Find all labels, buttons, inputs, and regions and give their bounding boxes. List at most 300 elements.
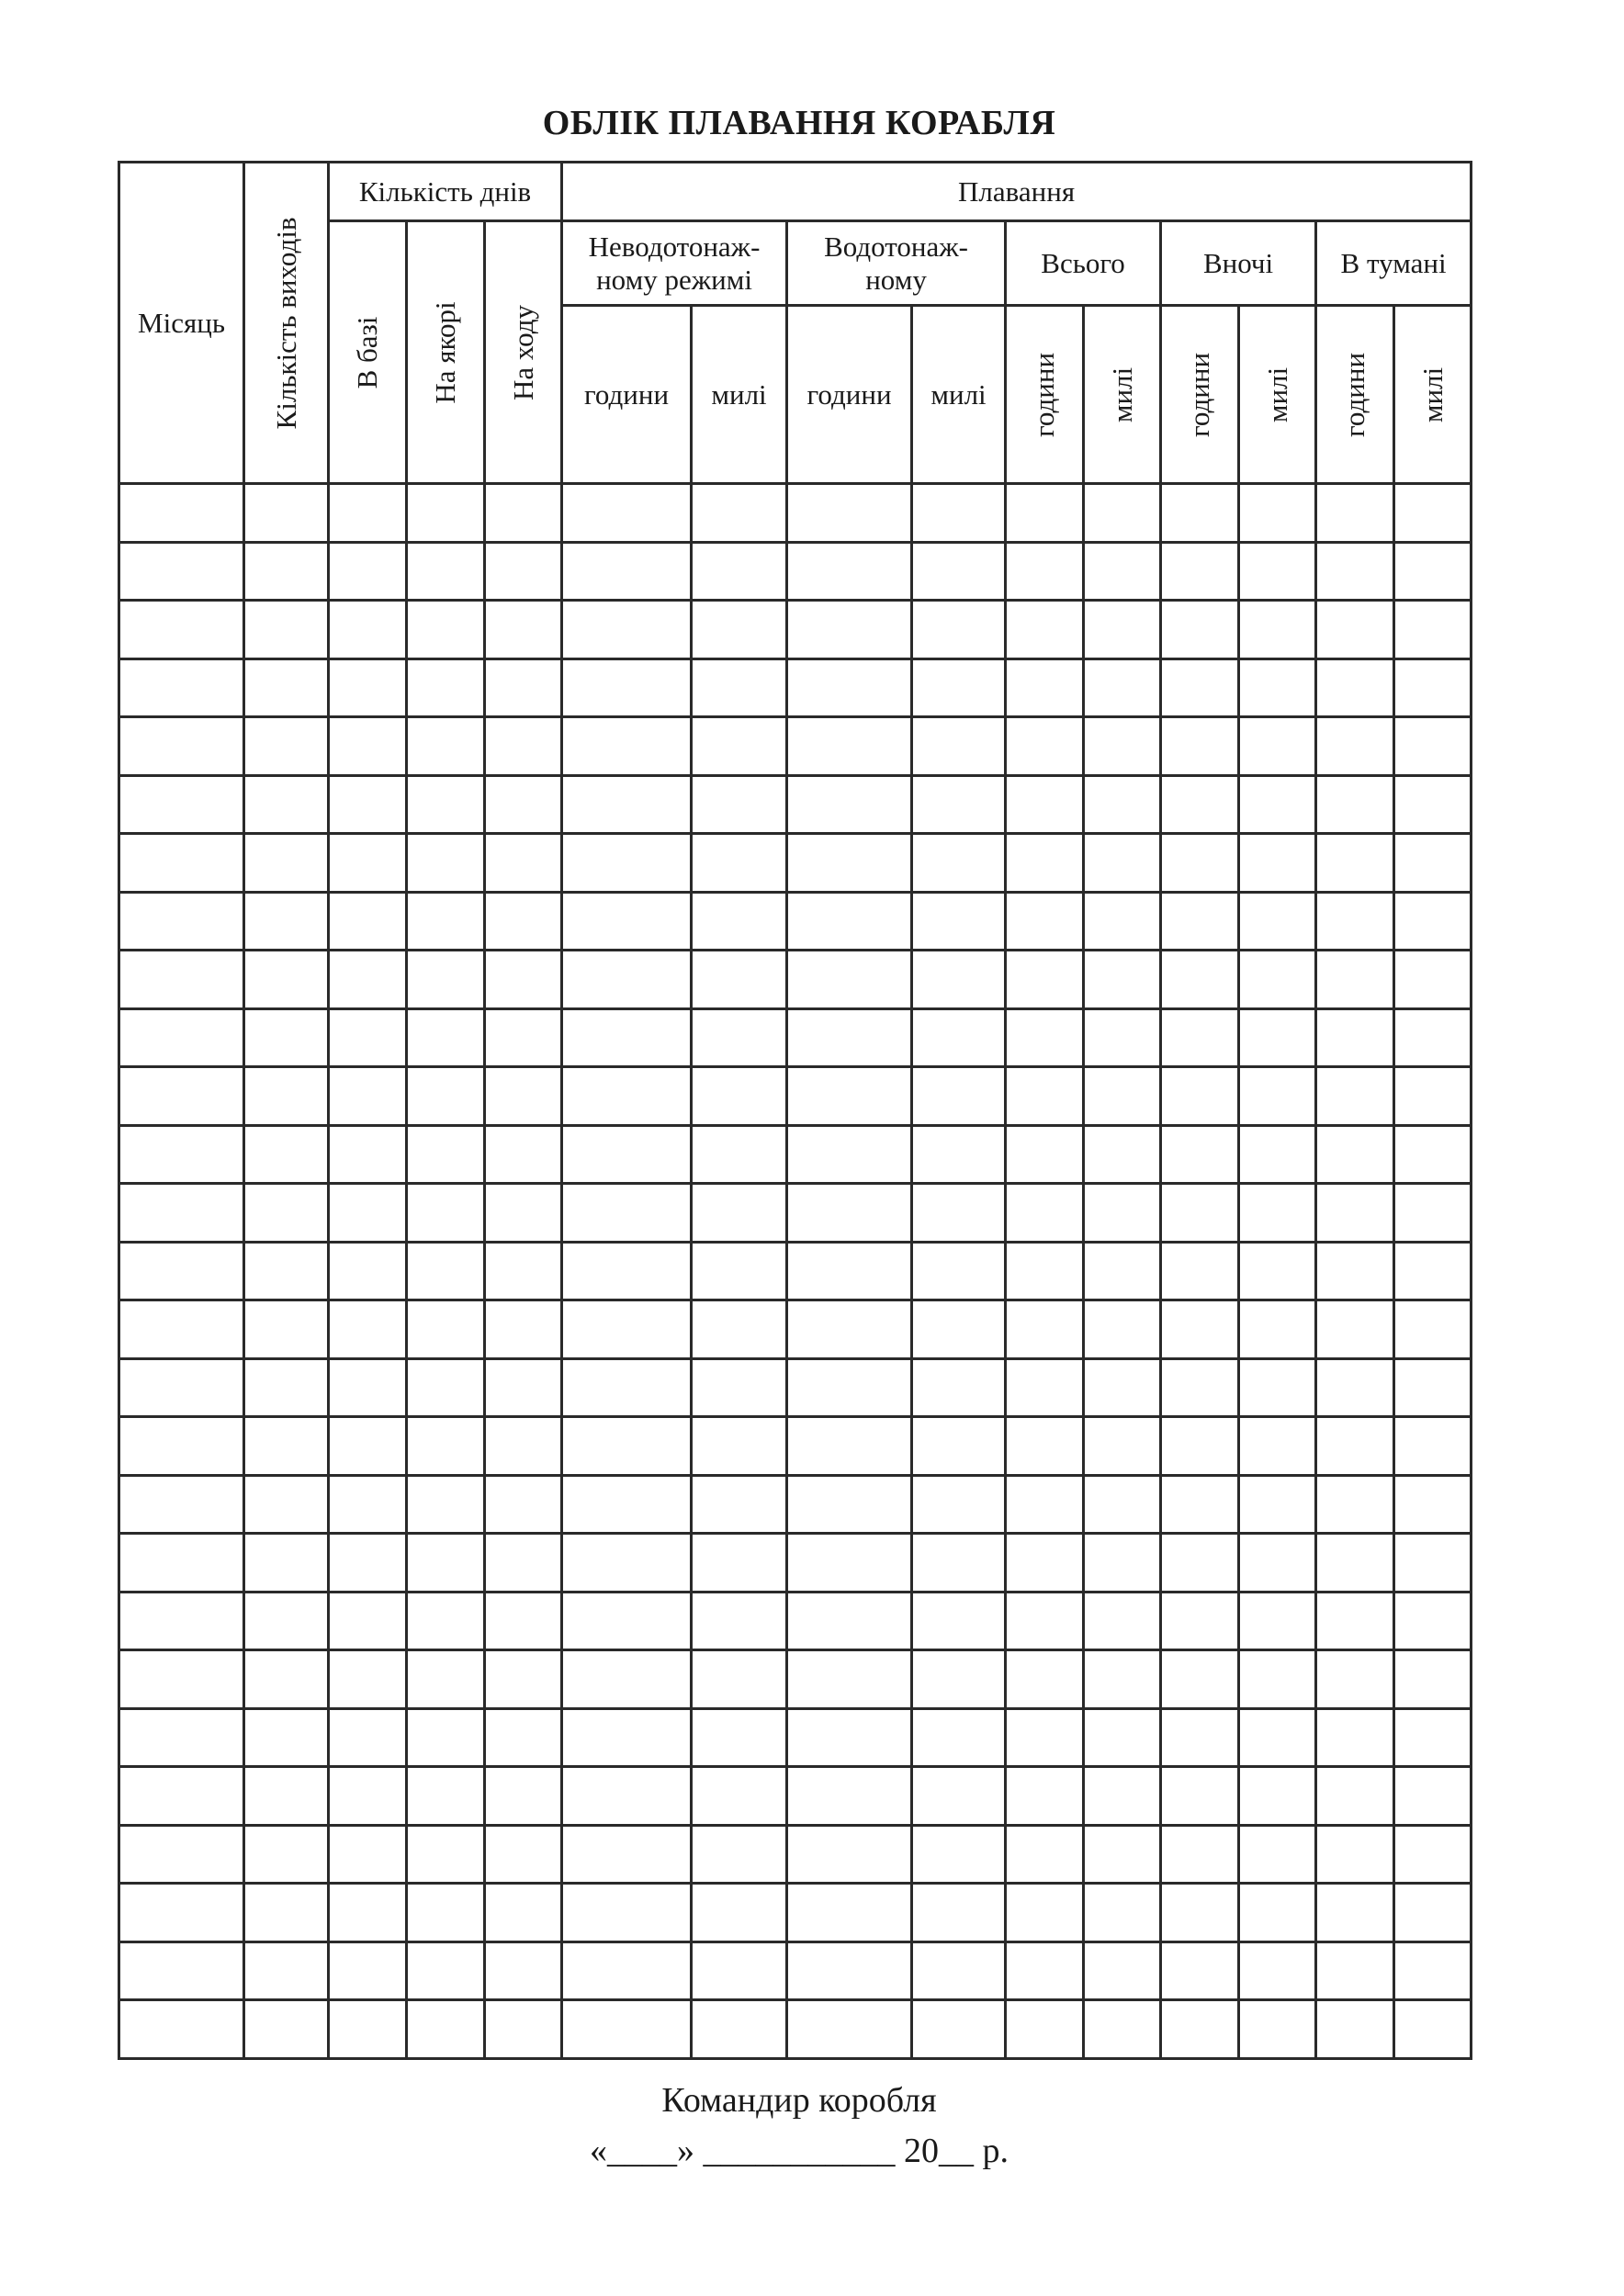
table-cell — [244, 1008, 329, 1067]
table-cell — [1394, 1242, 1472, 1300]
table-cell — [1084, 1708, 1161, 1767]
table-cell — [407, 1300, 485, 1359]
table-cell — [692, 1417, 787, 1476]
table-cell — [1394, 1417, 1472, 1476]
table-cell — [692, 1708, 787, 1767]
table-cell — [119, 892, 244, 951]
table-cell — [329, 2000, 407, 2059]
table-cell — [1006, 1475, 1084, 1534]
table-row — [119, 601, 1472, 659]
table-cell — [1316, 658, 1394, 717]
table-cell — [1161, 1941, 1239, 2000]
header-exits-count — [244, 163, 329, 484]
table-row — [119, 1475, 1472, 1534]
table-cell — [1239, 1242, 1316, 1300]
table-cell — [1006, 2000, 1084, 2059]
header-days-at-base — [329, 221, 407, 484]
table-cell — [407, 1884, 485, 1942]
table-cell — [692, 1067, 787, 1126]
table-cell — [119, 601, 244, 659]
table-cell — [244, 2000, 329, 2059]
table-cell — [1394, 1475, 1472, 1534]
table-cell — [329, 1708, 407, 1767]
header-sailing: Плавання — [562, 163, 1472, 221]
table-cell — [1239, 717, 1316, 776]
table-cell — [119, 1300, 244, 1359]
table-cell — [912, 1067, 1006, 1126]
table-cell — [1316, 1650, 1394, 1709]
table-cell — [244, 717, 329, 776]
table-cell — [485, 834, 562, 893]
table-cell — [1006, 1008, 1084, 1067]
table-cell — [1161, 2000, 1239, 2059]
header-days-count: Кількість днів — [329, 163, 562, 221]
header-exits-count-label: Кількість виходів — [269, 217, 302, 429]
table-cell — [485, 1242, 562, 1300]
table-cell — [329, 658, 407, 717]
table-cell — [1084, 717, 1161, 776]
table-cell — [1006, 1417, 1084, 1476]
table-cell — [562, 484, 692, 543]
table-cell — [407, 601, 485, 659]
table-cell — [692, 1358, 787, 1417]
table-cell — [485, 717, 562, 776]
table-row — [119, 2000, 1472, 2059]
table-cell — [912, 658, 1006, 717]
table-cell — [485, 1300, 562, 1359]
table-cell — [1316, 1417, 1394, 1476]
table-row — [119, 951, 1472, 1009]
table-cell — [692, 1884, 787, 1942]
table-cell — [119, 1008, 244, 1067]
table-cell — [692, 1475, 787, 1534]
table-cell — [1084, 1650, 1161, 1709]
table-cell — [562, 717, 692, 776]
header-days-at-anchor-label: На якорі — [429, 300, 462, 404]
table-cell — [329, 1008, 407, 1067]
table-cell — [692, 951, 787, 1009]
table-cell — [1239, 834, 1316, 893]
table-cell — [787, 1008, 912, 1067]
table-cell — [329, 1475, 407, 1534]
table-cell — [1084, 1067, 1161, 1126]
table-cell — [787, 1941, 912, 2000]
table-cell — [407, 1184, 485, 1243]
table-cell — [1239, 1825, 1316, 1884]
table-cell — [1161, 1300, 1239, 1359]
table-cell — [1161, 892, 1239, 951]
table-cell — [1084, 484, 1161, 543]
table-cell — [692, 1767, 787, 1826]
table-cell — [244, 1534, 329, 1593]
table-row — [119, 1650, 1472, 1709]
table-cell — [1239, 1358, 1316, 1417]
table-cell — [1084, 1592, 1161, 1650]
table-row — [119, 1008, 1472, 1067]
table-cell — [1316, 1825, 1394, 1884]
table-cell — [1239, 892, 1316, 951]
table-cell — [485, 1067, 562, 1126]
table-cell — [1161, 1767, 1239, 1826]
table-cell — [912, 717, 1006, 776]
table-cell — [1006, 1941, 1084, 2000]
table-cell — [1316, 2000, 1394, 2059]
header-days-at-anchor — [407, 221, 485, 484]
table-cell — [1394, 542, 1472, 601]
table-cell — [407, 1008, 485, 1067]
table-cell — [1316, 1125, 1394, 1184]
table-cell — [1006, 1184, 1084, 1243]
table-cell — [485, 1125, 562, 1184]
table-cell — [1239, 1592, 1316, 1650]
table-cell — [1084, 1941, 1161, 2000]
table-cell — [1084, 1884, 1161, 1942]
table-cell — [562, 1825, 692, 1884]
table-cell — [1006, 1592, 1084, 1650]
table-cell — [244, 1650, 329, 1709]
table-cell — [119, 1358, 244, 1417]
table-cell — [562, 1767, 692, 1826]
table-cell — [407, 1534, 485, 1593]
table-cell — [1239, 601, 1316, 659]
table-cell — [1316, 484, 1394, 543]
table-cell — [1239, 1767, 1316, 1826]
table-cell — [562, 1008, 692, 1067]
table-cell — [1239, 1650, 1316, 1709]
table-cell — [407, 1417, 485, 1476]
table-cell — [1394, 1184, 1472, 1243]
table-cell — [1006, 1825, 1084, 1884]
table-cell — [1394, 2000, 1472, 2059]
table-cell — [1006, 542, 1084, 601]
table-cell — [912, 1825, 1006, 1884]
table-cell — [119, 1184, 244, 1243]
table-cell — [562, 1242, 692, 1300]
table-cell — [329, 1417, 407, 1476]
header-mode-total: Всього — [1006, 221, 1161, 306]
table-cell — [1084, 1008, 1161, 1067]
table-cell — [119, 717, 244, 776]
table-cell — [1006, 1884, 1084, 1942]
table-cell — [329, 1534, 407, 1593]
table-cell — [787, 484, 912, 543]
table-cell — [912, 892, 1006, 951]
table-cell — [1084, 892, 1161, 951]
table-cell — [244, 1708, 329, 1767]
header-hours-night-label: години — [1183, 352, 1216, 437]
table-cell — [485, 1650, 562, 1709]
table-cell — [1394, 717, 1472, 776]
table-cell — [562, 1941, 692, 2000]
table-cell — [119, 1475, 244, 1534]
table-cell — [485, 1708, 562, 1767]
table-cell — [787, 1300, 912, 1359]
table-cell — [787, 1067, 912, 1126]
table-cell — [1316, 1708, 1394, 1767]
table-cell — [692, 1941, 787, 2000]
table-cell — [787, 1708, 912, 1767]
table-cell — [1239, 542, 1316, 601]
table-cell — [1084, 1534, 1161, 1593]
table-cell — [244, 658, 329, 717]
table-cell — [692, 1008, 787, 1067]
table-cell — [912, 1592, 1006, 1650]
table-cell — [912, 1358, 1006, 1417]
table-cell — [1394, 1884, 1472, 1942]
table-cell — [1006, 892, 1084, 951]
table-cell — [329, 1825, 407, 1884]
header-hours-fog-label: години — [1338, 352, 1371, 437]
table-cell — [1006, 484, 1084, 543]
header-mode-night: Вночі — [1161, 221, 1316, 306]
table-cell — [119, 1242, 244, 1300]
table-cell — [1394, 1708, 1472, 1767]
table-row — [119, 892, 1472, 951]
table-cell — [787, 1825, 912, 1884]
table-cell — [1084, 834, 1161, 893]
table-cell — [485, 1358, 562, 1417]
table-cell — [562, 1067, 692, 1126]
table-cell — [1161, 542, 1239, 601]
table-cell — [1316, 834, 1394, 893]
table-cell — [692, 1592, 787, 1650]
table-cell — [912, 775, 1006, 834]
table-cell — [1006, 1300, 1084, 1359]
table-cell — [1084, 951, 1161, 1009]
table-cell — [1084, 1300, 1161, 1359]
table-cell — [485, 1534, 562, 1593]
table-cell — [1394, 775, 1472, 834]
table-cell — [244, 834, 329, 893]
table-cell — [787, 1242, 912, 1300]
table-cell — [329, 1300, 407, 1359]
table-cell — [1084, 1475, 1161, 1534]
table-cell — [692, 1242, 787, 1300]
table-cell — [119, 951, 244, 1009]
table-cell — [562, 892, 692, 951]
table-cell — [244, 1242, 329, 1300]
table-row — [119, 717, 1472, 776]
table-cell — [119, 775, 244, 834]
table-cell — [329, 1125, 407, 1184]
table-row — [119, 1184, 1472, 1243]
table-cell — [119, 1417, 244, 1476]
table-cell — [912, 601, 1006, 659]
table-cell — [1239, 1708, 1316, 1767]
table-cell — [329, 1242, 407, 1300]
table-cell — [1006, 601, 1084, 659]
table-cell — [244, 1417, 329, 1476]
table-cell — [562, 951, 692, 1009]
header-miles-total-label: милі — [1105, 366, 1138, 422]
table-cell — [244, 601, 329, 659]
table-cell — [329, 775, 407, 834]
table-cell — [562, 1884, 692, 1942]
table-cell — [485, 2000, 562, 2059]
table-cell — [119, 1825, 244, 1884]
table-cell — [329, 1358, 407, 1417]
table-cell — [1006, 717, 1084, 776]
table-cell — [1084, 542, 1161, 601]
table-cell — [119, 484, 244, 543]
table-cell — [244, 1358, 329, 1417]
table-cell — [1239, 484, 1316, 543]
table-cell — [1239, 1941, 1316, 2000]
table-cell — [407, 834, 485, 893]
table-cell — [912, 1242, 1006, 1300]
header-month: Місяць — [119, 163, 244, 484]
table-cell — [244, 1475, 329, 1534]
table-cell — [1316, 1358, 1394, 1417]
table-cell — [562, 1534, 692, 1593]
table-cell — [244, 1825, 329, 1884]
table-cell — [1161, 1650, 1239, 1709]
table-cell — [407, 1358, 485, 1417]
table-cell — [1316, 1475, 1394, 1534]
table-cell — [1316, 1592, 1394, 1650]
table-cell — [119, 1767, 244, 1826]
table-cell — [119, 658, 244, 717]
table-cell — [787, 1884, 912, 1942]
table-cell — [1084, 1242, 1161, 1300]
table-cell — [1394, 1067, 1472, 1126]
table-cell — [1006, 1650, 1084, 1709]
table-cell — [787, 1184, 912, 1243]
table-cell — [1394, 1592, 1472, 1650]
table-cell — [119, 1592, 244, 1650]
table-cell — [485, 951, 562, 1009]
table-cell — [787, 1475, 912, 1534]
table-cell — [912, 1650, 1006, 1709]
table-row — [119, 1242, 1472, 1300]
table-cell — [787, 1767, 912, 1826]
table-cell — [1161, 1125, 1239, 1184]
table-cell — [119, 1534, 244, 1593]
table-cell — [1394, 1358, 1472, 1417]
table-cell — [485, 1008, 562, 1067]
table-cell — [562, 1650, 692, 1709]
table-cell — [1316, 1767, 1394, 1826]
table-cell — [329, 1184, 407, 1243]
table-cell — [1161, 1417, 1239, 1476]
table-cell — [1394, 834, 1472, 893]
table-cell — [1161, 1008, 1239, 1067]
table-cell — [692, 542, 787, 601]
table-cell — [912, 1125, 1006, 1184]
table-cell — [1239, 1534, 1316, 1593]
header-days-at-base-label: В базі — [351, 316, 384, 388]
table-cell — [119, 834, 244, 893]
table-cell — [1239, 2000, 1316, 2059]
table-cell — [1006, 951, 1084, 1009]
table-cell — [1394, 892, 1472, 951]
table-cell — [485, 775, 562, 834]
table-cell — [1006, 1067, 1084, 1126]
table-cell — [1239, 1067, 1316, 1126]
table-cell — [787, 1125, 912, 1184]
table-cell — [485, 1475, 562, 1534]
table-cell — [244, 1884, 329, 1942]
table-cell — [244, 1592, 329, 1650]
table-cell — [407, 1242, 485, 1300]
table-cell — [407, 1767, 485, 1826]
table-cell — [1161, 1592, 1239, 1650]
table-cell — [329, 1067, 407, 1126]
table-cell — [407, 1825, 485, 1884]
table-cell — [1161, 1884, 1239, 1942]
table-cell — [485, 1417, 562, 1476]
table-cell — [244, 1941, 329, 2000]
table-cell — [1161, 1825, 1239, 1884]
table-cell — [1084, 775, 1161, 834]
table-cell — [692, 717, 787, 776]
table-cell — [1394, 1125, 1472, 1184]
table-cell — [485, 1884, 562, 1942]
table-cell — [407, 1708, 485, 1767]
table-cell — [692, 601, 787, 659]
header-miles-fog-label: милі — [1415, 366, 1449, 422]
table-cell — [407, 658, 485, 717]
header-mode-non-displacement: Неводотонаж- ному режимі — [562, 221, 787, 306]
table-cell — [1084, 1825, 1161, 1884]
table-cell — [912, 1941, 1006, 2000]
table-cell — [912, 484, 1006, 543]
date-line: «____» ___________ 20__ р. — [590, 2132, 1009, 2170]
table-cell — [485, 892, 562, 951]
table-cell — [1161, 775, 1239, 834]
sailing-log-table — [118, 161, 1472, 2060]
table-cell — [1006, 658, 1084, 717]
table-cell — [407, 542, 485, 601]
table-cell — [1239, 1125, 1316, 1184]
table-row — [119, 1767, 1472, 1826]
table-cell — [119, 2000, 244, 2059]
header-hours-displacement: години — [787, 306, 912, 484]
table-cell — [1394, 1941, 1472, 2000]
table-cell — [1316, 775, 1394, 834]
header-days-underway-label: На ходу — [506, 304, 539, 400]
table-cell — [1161, 658, 1239, 717]
table-cell — [329, 601, 407, 659]
table-cell — [1006, 834, 1084, 893]
table-cell — [562, 1417, 692, 1476]
table-cell — [407, 717, 485, 776]
table-cell — [485, 542, 562, 601]
table-cell — [1239, 775, 1316, 834]
table-cell — [407, 2000, 485, 2059]
table-cell — [1161, 1242, 1239, 1300]
table-cell — [1006, 1125, 1084, 1184]
table-row — [119, 484, 1472, 543]
table-row — [119, 1941, 1472, 2000]
table-cell — [329, 834, 407, 893]
table-cell — [1006, 1358, 1084, 1417]
header-miles-night-label: милі — [1260, 366, 1293, 422]
table-row — [119, 1417, 1472, 1476]
table-cell — [1006, 1708, 1084, 1767]
table-cell — [244, 1300, 329, 1359]
table-cell — [1084, 1417, 1161, 1476]
header-days-underway — [485, 221, 562, 484]
table-cell — [692, 1125, 787, 1184]
header-hours-non-displacement: години — [562, 306, 692, 484]
table-cell — [692, 1650, 787, 1709]
table-cell — [1084, 601, 1161, 659]
table-cell — [692, 1184, 787, 1243]
table-cell — [1161, 484, 1239, 543]
table-row — [119, 658, 1472, 717]
table-cell — [1161, 601, 1239, 659]
